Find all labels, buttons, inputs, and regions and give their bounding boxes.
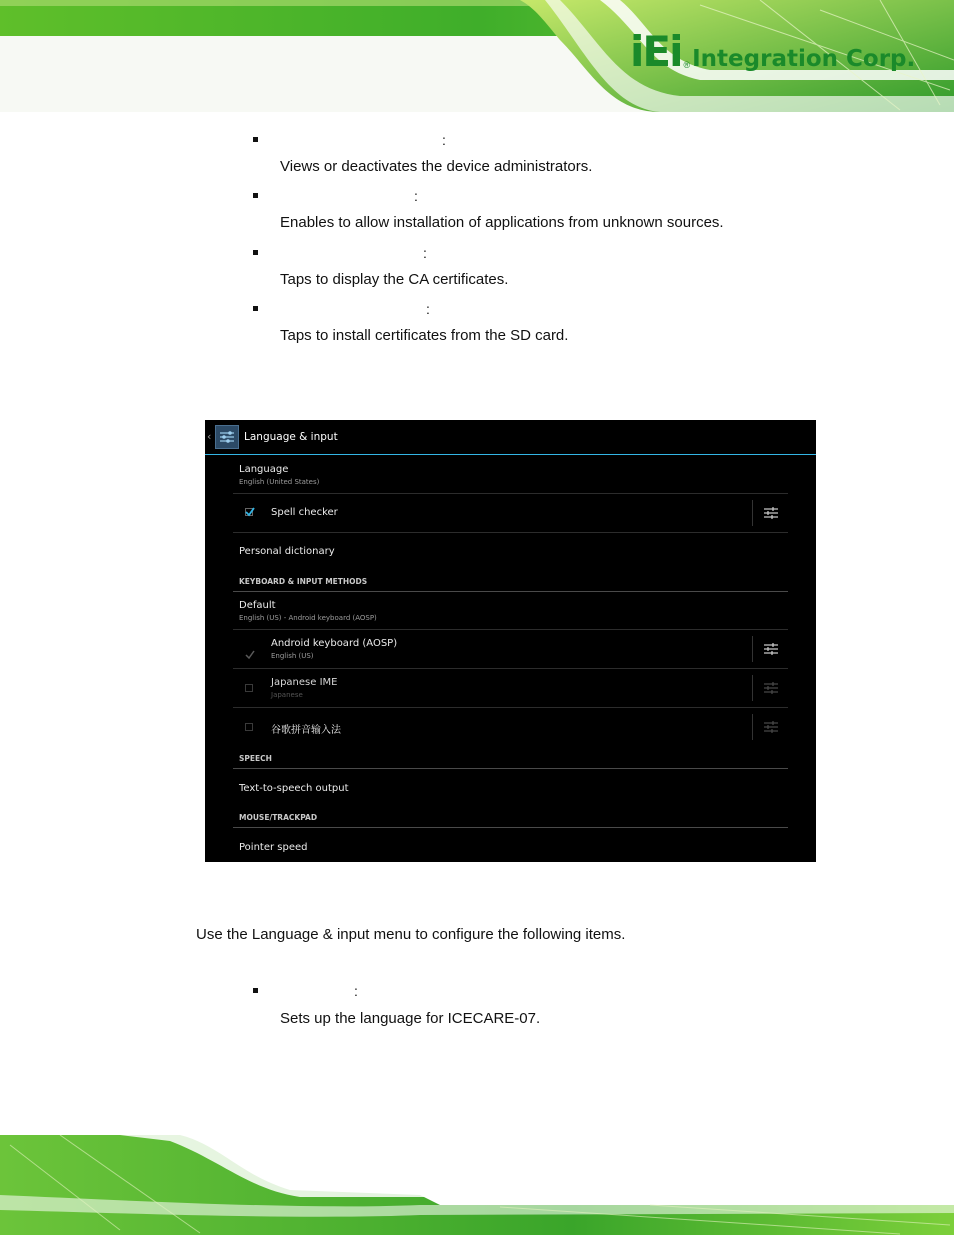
setting-title: Personal dictionary	[239, 546, 335, 557]
pinyin-ime-setting[interactable]	[233, 708, 788, 746]
spell-checker-checkbox[interactable]	[245, 508, 253, 516]
divider	[752, 500, 753, 526]
item-description: Taps to install certificates from the SD card.	[280, 327, 569, 344]
section-title: SPEECH	[239, 754, 272, 763]
settings-tune-icon[interactable]	[764, 506, 778, 520]
personal-dictionary-setting[interactable]	[233, 533, 788, 570]
setting-summary: English (US) - Android keyboard (AOSP)	[239, 614, 377, 622]
setting-title: Android keyboard (AOSP)	[271, 638, 398, 649]
section-header-speech	[233, 748, 788, 769]
language-setting[interactable]	[233, 455, 788, 494]
intro-paragraph: Use the Language & input menu to configure the following items.	[196, 926, 626, 943]
pointer-speed-setting[interactable]	[233, 828, 788, 862]
item-colon: :	[442, 132, 446, 148]
logo-mark: iEi	[630, 27, 682, 76]
item-description: Taps to display the CA certificates.	[280, 271, 509, 288]
bullet	[253, 988, 258, 993]
footer-decoration	[0, 1135, 954, 1235]
pinyin-ime-checkbox[interactable]	[245, 723, 253, 731]
divider	[752, 636, 753, 662]
settings-tune-icon[interactable]	[764, 642, 778, 656]
back-caret-icon[interactable]: ‹	[207, 430, 212, 443]
bullet	[253, 193, 258, 198]
japanese-ime-checkbox[interactable]	[245, 684, 253, 692]
section-header-mouse	[233, 807, 788, 828]
setting-title: Default	[239, 600, 276, 611]
bullet	[253, 137, 258, 142]
logo-text: Integration Corp.	[692, 46, 916, 72]
japanese-ime-setting[interactable]	[233, 669, 788, 708]
logo-registered: ®	[683, 60, 691, 70]
setting-title: Spell checker	[271, 507, 338, 518]
item-colon: :	[354, 983, 358, 999]
item-colon: :	[426, 301, 430, 317]
android-keyboard-setting[interactable]	[233, 630, 788, 669]
section-title: KEYBOARD & INPUT METHODS	[239, 577, 368, 586]
settings-tune-icon	[764, 681, 778, 695]
section-header-keyboard	[233, 571, 788, 592]
screen-title: Language & input	[244, 431, 338, 443]
setting-summary: English (US)	[271, 652, 314, 660]
language-input-screenshot	[205, 420, 816, 862]
setting-title: Pointer speed	[239, 842, 308, 853]
tts-setting[interactable]	[233, 769, 788, 806]
divider	[752, 714, 753, 740]
company-logo	[630, 26, 915, 74]
bullet	[253, 250, 258, 255]
settings-tune-icon	[764, 720, 778, 734]
divider	[752, 675, 753, 701]
item-description: Enables to allow installation of applications from unknown sources.	[280, 214, 724, 231]
item-description: Sets up the language for ICECARE-07.	[280, 1010, 541, 1027]
setting-title: Language	[239, 464, 289, 475]
setting-title: Text-to-speech output	[239, 783, 349, 794]
item-colon: :	[423, 245, 427, 261]
setting-title: 谷歌拼音输入法	[271, 725, 341, 736]
section-title: MOUSE/TRACKPAD	[239, 813, 318, 822]
default-setting[interactable]	[233, 592, 788, 630]
android-keyboard-checkbox	[245, 645, 253, 653]
action-bar	[205, 420, 816, 455]
setting-title: Japanese IME	[271, 677, 338, 688]
bullet	[253, 306, 258, 311]
setting-summary: English (United States)	[239, 478, 320, 486]
spell-checker-setting[interactable]	[233, 494, 788, 533]
item-description: Views or deactivates the device administrators.	[280, 158, 593, 175]
setting-summary: Japanese	[271, 691, 303, 699]
settings-app-icon[interactable]	[215, 425, 239, 449]
item-colon: :	[414, 188, 418, 204]
